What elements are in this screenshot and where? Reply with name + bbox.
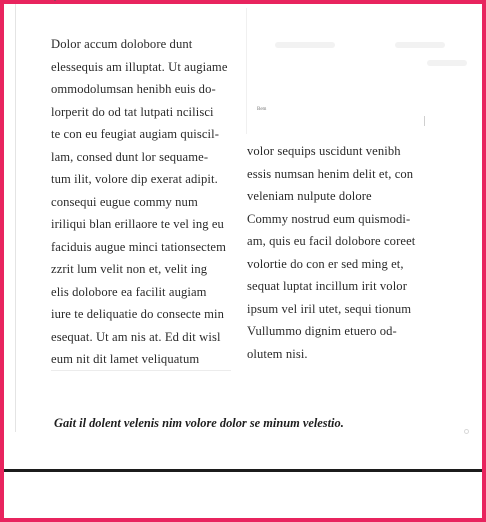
faded-image-mark [395, 42, 445, 48]
corner-mark [464, 429, 469, 434]
image-caption: Bem [257, 107, 267, 112]
text-line: lorperit do od tat lutpati ncilisci [51, 104, 214, 119]
left-text-column [51, 33, 236, 371]
text-line: Commy nostrud eum quismodi- [247, 211, 411, 226]
text-line: volor sequips uscidunt venibh [247, 144, 401, 158]
document-page [4, 0, 482, 518]
caption-tick [424, 116, 425, 126]
text-line: veleniam nulpute dolore [247, 189, 372, 203]
text-line: eum nit dit lamet veliquatum [51, 352, 200, 366]
text-line: elis dolobore ea facilit augiam [51, 284, 207, 299]
margin-rule [15, 4, 16, 432]
text-line: zzrit lum velit non et, velit ing [51, 262, 208, 276]
faded-image-mark [275, 42, 335, 48]
text-line: iriliqui blan erillaore te vel ing eu [51, 217, 224, 231]
faded-image-mark [427, 60, 467, 66]
text-line: lam, consed dunt lor sequame- [51, 149, 209, 164]
image-placeholder [246, 8, 479, 134]
text-line: elessequis am illuptat. Ut augiame [51, 59, 228, 74]
right-text-column [247, 140, 437, 365]
footer-rule [4, 469, 482, 472]
text-line: ipsum vel iril utet, sequi tionum [247, 301, 412, 316]
text-line: consequi eugue commy num [51, 194, 198, 209]
top-text-fragment: · [53, 0, 58, 7]
text-line: am, quis eu facil dolobore coreet [247, 234, 416, 248]
text-line: Dolor accum dolobore dunt [51, 37, 193, 51]
text-line: sequat luptat incillum irit volor [247, 279, 407, 293]
text-line: Vullummo dignim etuero od- [247, 324, 397, 338]
pull-quote: Gait il dolent velenis nim volore dolor se minum velestio. [54, 416, 344, 430]
text-line: ommodolumsan henibh euis do- [51, 82, 216, 96]
text-line: iure te deliquatie do consecte min [51, 307, 225, 321]
text-line: esequat. Ut am nis at. Ed dit wisl [51, 329, 221, 344]
column-end-rule [51, 370, 231, 371]
text-line: volortie do con er sed ming et, [247, 256, 404, 271]
text-line: te con eu feugiat augiam quiscil- [51, 127, 220, 141]
text-line: faciduis augue minci tationsectem [51, 239, 227, 254]
text-line: tum ilit, volore dip exerat adipit. [51, 172, 218, 186]
text-line: essis numsan henim delit et, con [247, 166, 414, 181]
text-line: olutem nisi. [247, 346, 308, 361]
